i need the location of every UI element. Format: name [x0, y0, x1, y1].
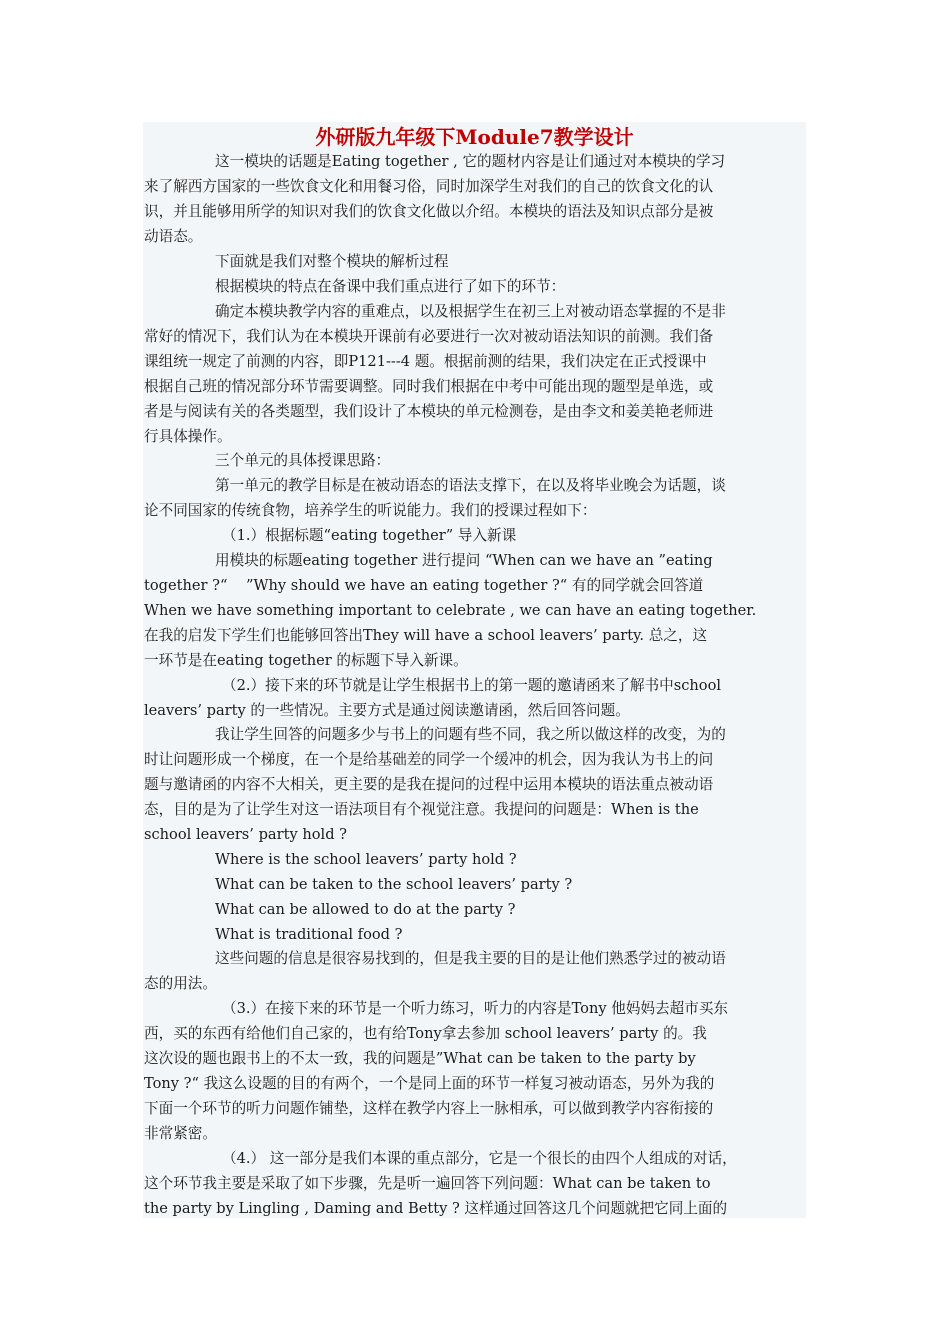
paragraph-line: 识，并且能够用所学的知识对我们的饮食文化做以介绍。本模块的语法及知识点部分是被: [144, 203, 714, 220]
paragraph-line: 根据自己班的情况部分环节需要调整。同时我们根据在中考中可能出现的题型是单选，或: [144, 378, 714, 395]
paragraph-line: 论不同国家的传统食物，培养学生的听说能力。我们的授课过程如下：: [144, 502, 597, 519]
paragraph-line: together ?“ ”Why should we have an eating together ?“ 有的同学就会回答道: [144, 577, 704, 594]
paragraph-line: 一环节是在eating together 的标题下导入新课。: [144, 652, 468, 669]
paragraph-line: （1.）根据标题“eating together” 导入新课: [222, 527, 517, 544]
paragraph-line: 第一单元的教学目标是在被动语态的语法支撑下，在以及将毕业晚会为话题，谈: [215, 477, 726, 494]
paragraph-line: When we have something important to celebrate , we can have an eating together.: [144, 602, 757, 619]
paragraph-line: 根据模块的特点在备课中我们重点进行了如下的环节：: [215, 278, 566, 295]
paragraph-line: 常好的情况下，我们认为在本模块开课前有必要进行一次对被动语法知识的前测。我们备: [144, 328, 714, 345]
paragraph-line: 者是与阅读有关的各类题型，我们设计了本模块的单元检测卷，是由李文和姜美艳老师进: [144, 403, 714, 420]
paragraph-line: 题与邀请函的内容不大相关，更主要的是我在提问的过程中运用本模块的语法重点被动语: [144, 776, 714, 793]
paragraph-line: （4.） 这一部分是我们本课的重点部分，它是一个很长的由四个人组成的对话，: [222, 1150, 737, 1167]
paragraph-line: 这次设的题也跟书上的不太一致，我的问题是”What can be taken to the party by: [144, 1050, 696, 1067]
paragraph-line: 来了解西方国家的一些饮食文化和用餐习俗，同时加深学生对我们的自己的饮食文化的认: [144, 178, 714, 195]
paragraph-line: （3.）在接下来的环节是一个听力练习，听力的内容是Tony 他妈妈去超市买东: [222, 1000, 729, 1017]
paragraph-line: 课组统一规定了前测的内容，即P121---4 题。根据前测的结果，我们决定在正式授课中: [144, 353, 707, 370]
paragraph-line: 确定本模块教学内容的重难点，以及根据学生在初三上对被动语态掌握的不是非: [215, 303, 726, 320]
paragraph-line: 这些问题的信息是很容易找到的，但是我主要的目的是让他们熟悉学过的被动语: [215, 950, 726, 967]
question-line: What is traditional food ?: [215, 926, 403, 943]
paragraph-line: 用模块的标题eating together 进行提问 “When can we have an ”eating: [215, 552, 713, 569]
paragraph-line: Tony ?“ 我这么设题的目的有两个，一个是同上面的环节一样复习被动语态，另外为我的: [144, 1075, 715, 1092]
document-title: 外研版九年级下Module7教学设计: [315, 125, 634, 149]
paragraph-line: 这一模块的话题是Eating together , 它的题材内容是让们通过对本模块的学习: [215, 153, 726, 170]
paragraph-line: school leavers’ party hold ?: [144, 826, 347, 843]
paragraph-line: 动语态。: [144, 228, 203, 245]
paragraph-line: leavers’ party 的一些情况。主要方式是通过阅读邀请函，然后回答问题。: [144, 702, 630, 719]
question-line: What can be taken to the school leavers’ party ?: [215, 876, 573, 893]
paragraph-line: 西，买的东西有给他们自己家的，也有给Tony拿去参加 school leavers’ party 的。我: [144, 1025, 707, 1042]
paragraph-line: 非常紧密。: [144, 1125, 217, 1142]
paragraph-line: 三个单元的具体授课思路：: [215, 452, 391, 469]
paragraph-line: 时让问题形成一个梯度，在一个是给基础差的同学一个缓冲的机会，因为我认为书上的问: [144, 751, 714, 768]
paragraph-line: 行具体操作。: [144, 428, 232, 445]
paragraph-line: 态，目的是为了让学生对这一语法项目有个视觉注意。我提问的问题是：When is the: [144, 801, 699, 818]
paragraph-line: （2.）接下来的环节就是让学生根据书上的第一题的邀请函来了解书中school: [222, 677, 722, 694]
paragraph-line: 态的用法。: [144, 975, 217, 992]
paragraph-line: the party by Lingling , Daming and Betty ? 这样通过回答这几个问题就把它同上面的: [144, 1200, 728, 1217]
paragraph-line: 在我的启发下学生们也能够回答出They will have a school leavers’ party. 总之，这: [144, 627, 708, 644]
question-line: Where is the school leavers’ party hold ?: [215, 851, 517, 868]
question-line: What can be allowed to do at the party ?: [215, 901, 516, 918]
paragraph-line: 我让学生回答的问题多少与书上的问题有些不同，我之所以做这样的改变，为的: [215, 726, 726, 743]
paragraph-line: 这个环节我主要是采取了如下步骤，先是听一遍回答下列问题：What can be taken to: [144, 1175, 711, 1192]
paragraph-line: 下面就是我们对整个模块的解析过程: [215, 253, 449, 270]
paragraph-line: 下面一个环节的听力问题作铺垫，这样在教学内容上一脉相承，可以做到教学内容衔接的: [144, 1100, 714, 1117]
